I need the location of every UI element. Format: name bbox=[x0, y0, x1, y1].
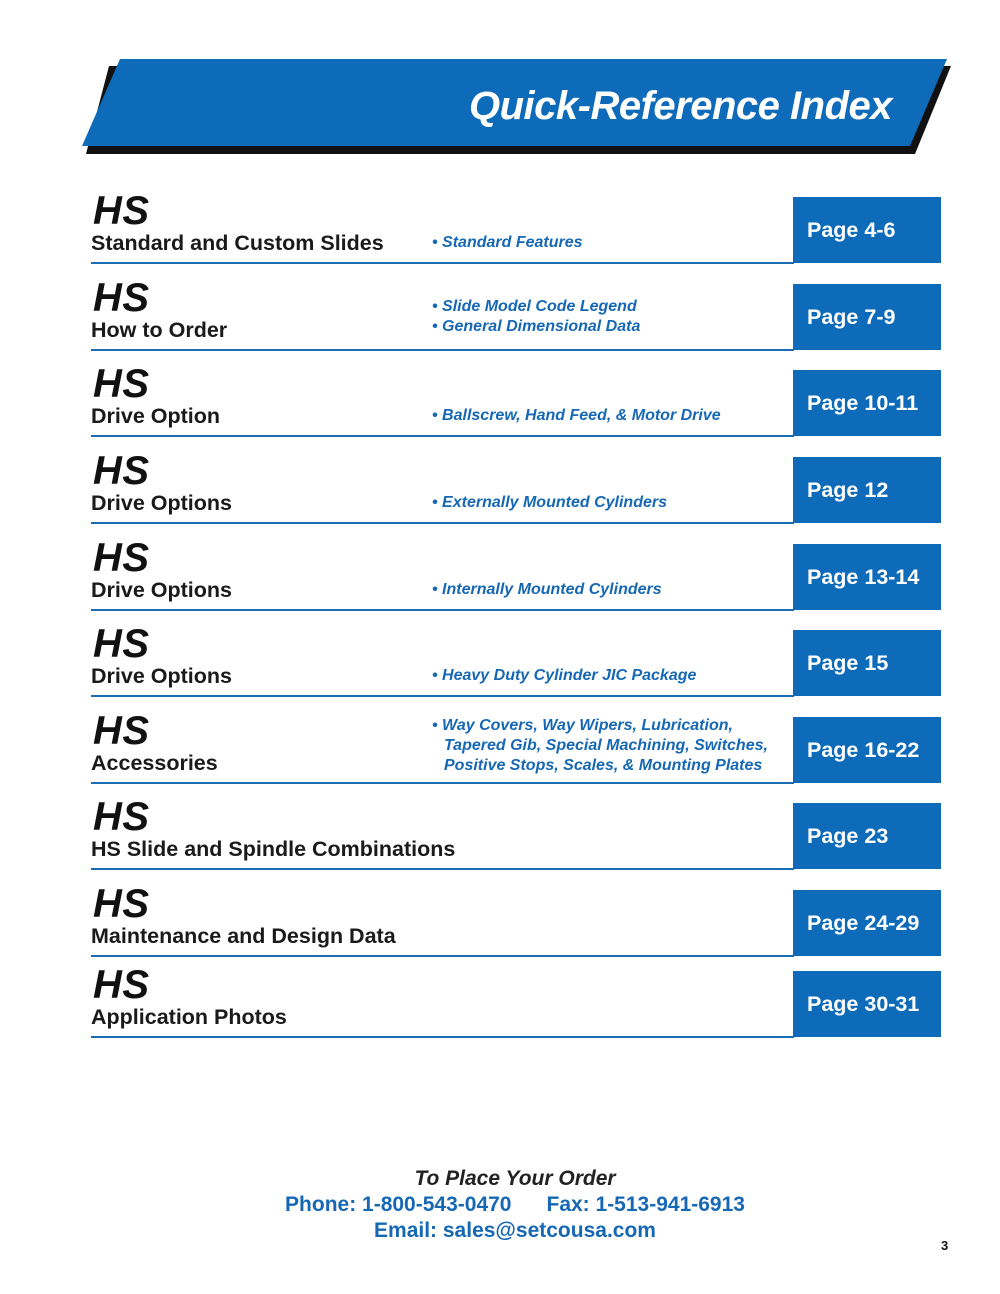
topic-item: • Heavy Duty Cylinder JIC Package bbox=[432, 667, 697, 684]
page-link-button[interactable]: Page 15 bbox=[793, 630, 941, 696]
page-link-button[interactable]: Page 10-11 bbox=[793, 370, 941, 436]
series-label: HS bbox=[93, 882, 150, 926]
row-divider bbox=[91, 868, 794, 870]
topic-item: • Standard Features bbox=[432, 234, 583, 251]
section-title: Maintenance and Design Data bbox=[91, 924, 396, 948]
row-divider bbox=[91, 955, 794, 957]
header-banner bbox=[0, 0, 1000, 170]
order-info bbox=[0, 1166, 1000, 1244]
index-row bbox=[91, 536, 941, 610]
index-row bbox=[91, 882, 941, 956]
index-row bbox=[91, 795, 941, 869]
page-link-button[interactable]: Page 12 bbox=[793, 457, 941, 523]
row-divider bbox=[91, 435, 794, 437]
topic-item: • Slide Model Code Legend bbox=[432, 298, 637, 315]
index-row bbox=[91, 709, 941, 783]
section-title: Drive Option bbox=[91, 404, 221, 428]
section-topics bbox=[432, 233, 792, 253]
topic-item: Tapered Gib, Special Machining, Switches, bbox=[444, 737, 768, 754]
section-title: HS Slide and Spindle Combinations bbox=[91, 837, 456, 861]
email-address[interactable]: Email: sales@setcousa.com bbox=[374, 1219, 656, 1242]
page-link-button[interactable]: Page 30-31 bbox=[793, 971, 941, 1037]
section-topics bbox=[432, 406, 792, 426]
series-label: HS bbox=[93, 362, 150, 406]
section-title: Accessories bbox=[91, 751, 218, 775]
section-title: Drive Options bbox=[91, 491, 232, 515]
page-title: Quick-Reference Index bbox=[469, 84, 892, 128]
page-link-button[interactable]: Page 7-9 bbox=[793, 284, 941, 350]
row-divider bbox=[91, 522, 794, 524]
index-row bbox=[91, 622, 941, 696]
topic-item: • Externally Mounted Cylinders bbox=[432, 494, 667, 511]
index-row bbox=[91, 276, 941, 350]
section-topics bbox=[432, 580, 792, 600]
topic-item: Positive Stops, Scales, & Mounting Plates bbox=[444, 757, 763, 774]
series-label: HS bbox=[93, 622, 150, 666]
series-label: HS bbox=[93, 709, 150, 753]
row-divider bbox=[91, 262, 794, 264]
topic-item: • Way Covers, Way Wipers, Lubrication, bbox=[432, 717, 733, 734]
series-label: HS bbox=[93, 963, 150, 1007]
row-divider bbox=[91, 695, 794, 697]
page-link-button[interactable]: Page 4-6 bbox=[793, 197, 941, 263]
section-title: Drive Options bbox=[91, 664, 232, 688]
section-title: Standard and Custom Slides bbox=[91, 231, 384, 255]
series-label: HS bbox=[93, 536, 150, 580]
topic-item: • General Dimensional Data bbox=[432, 318, 641, 335]
series-label: HS bbox=[93, 449, 150, 493]
page-link-button[interactable]: Page 16-22 bbox=[793, 717, 941, 783]
section-title: How to Order bbox=[91, 318, 228, 342]
order-heading: To Place Your Order bbox=[414, 1167, 616, 1190]
index-row bbox=[91, 189, 941, 263]
row-divider bbox=[91, 609, 794, 611]
topic-item: • Ballscrew, Hand Feed, & Motor Drive bbox=[432, 407, 721, 424]
fax-number: Fax: 1-513-941-6913 bbox=[546, 1193, 745, 1216]
page-link-button[interactable]: Page 13-14 bbox=[793, 544, 941, 610]
page-link-button[interactable]: Page 23 bbox=[793, 803, 941, 869]
phone-number: Phone: 1-800-543-0470 bbox=[285, 1193, 512, 1216]
index-row bbox=[91, 449, 941, 523]
section-topics bbox=[432, 493, 792, 513]
row-divider bbox=[91, 1036, 794, 1038]
section-title: Application Photos bbox=[91, 1005, 287, 1029]
topic-item: • Internally Mounted Cylinders bbox=[432, 581, 662, 598]
section-topics bbox=[432, 716, 792, 776]
page-link-button[interactable]: Page 24-29 bbox=[793, 890, 941, 956]
section-title: Drive Options bbox=[91, 578, 232, 602]
row-divider bbox=[91, 349, 794, 351]
index-row bbox=[91, 963, 941, 1037]
page-number: 3 bbox=[941, 1238, 949, 1253]
index-row bbox=[91, 362, 941, 436]
series-label: HS bbox=[93, 276, 150, 320]
section-topics bbox=[432, 297, 792, 337]
section-topics bbox=[432, 666, 792, 686]
row-divider bbox=[91, 782, 794, 784]
series-label: HS bbox=[93, 189, 150, 233]
series-label: HS bbox=[93, 795, 150, 839]
contact-line bbox=[0, 1192, 1000, 1218]
